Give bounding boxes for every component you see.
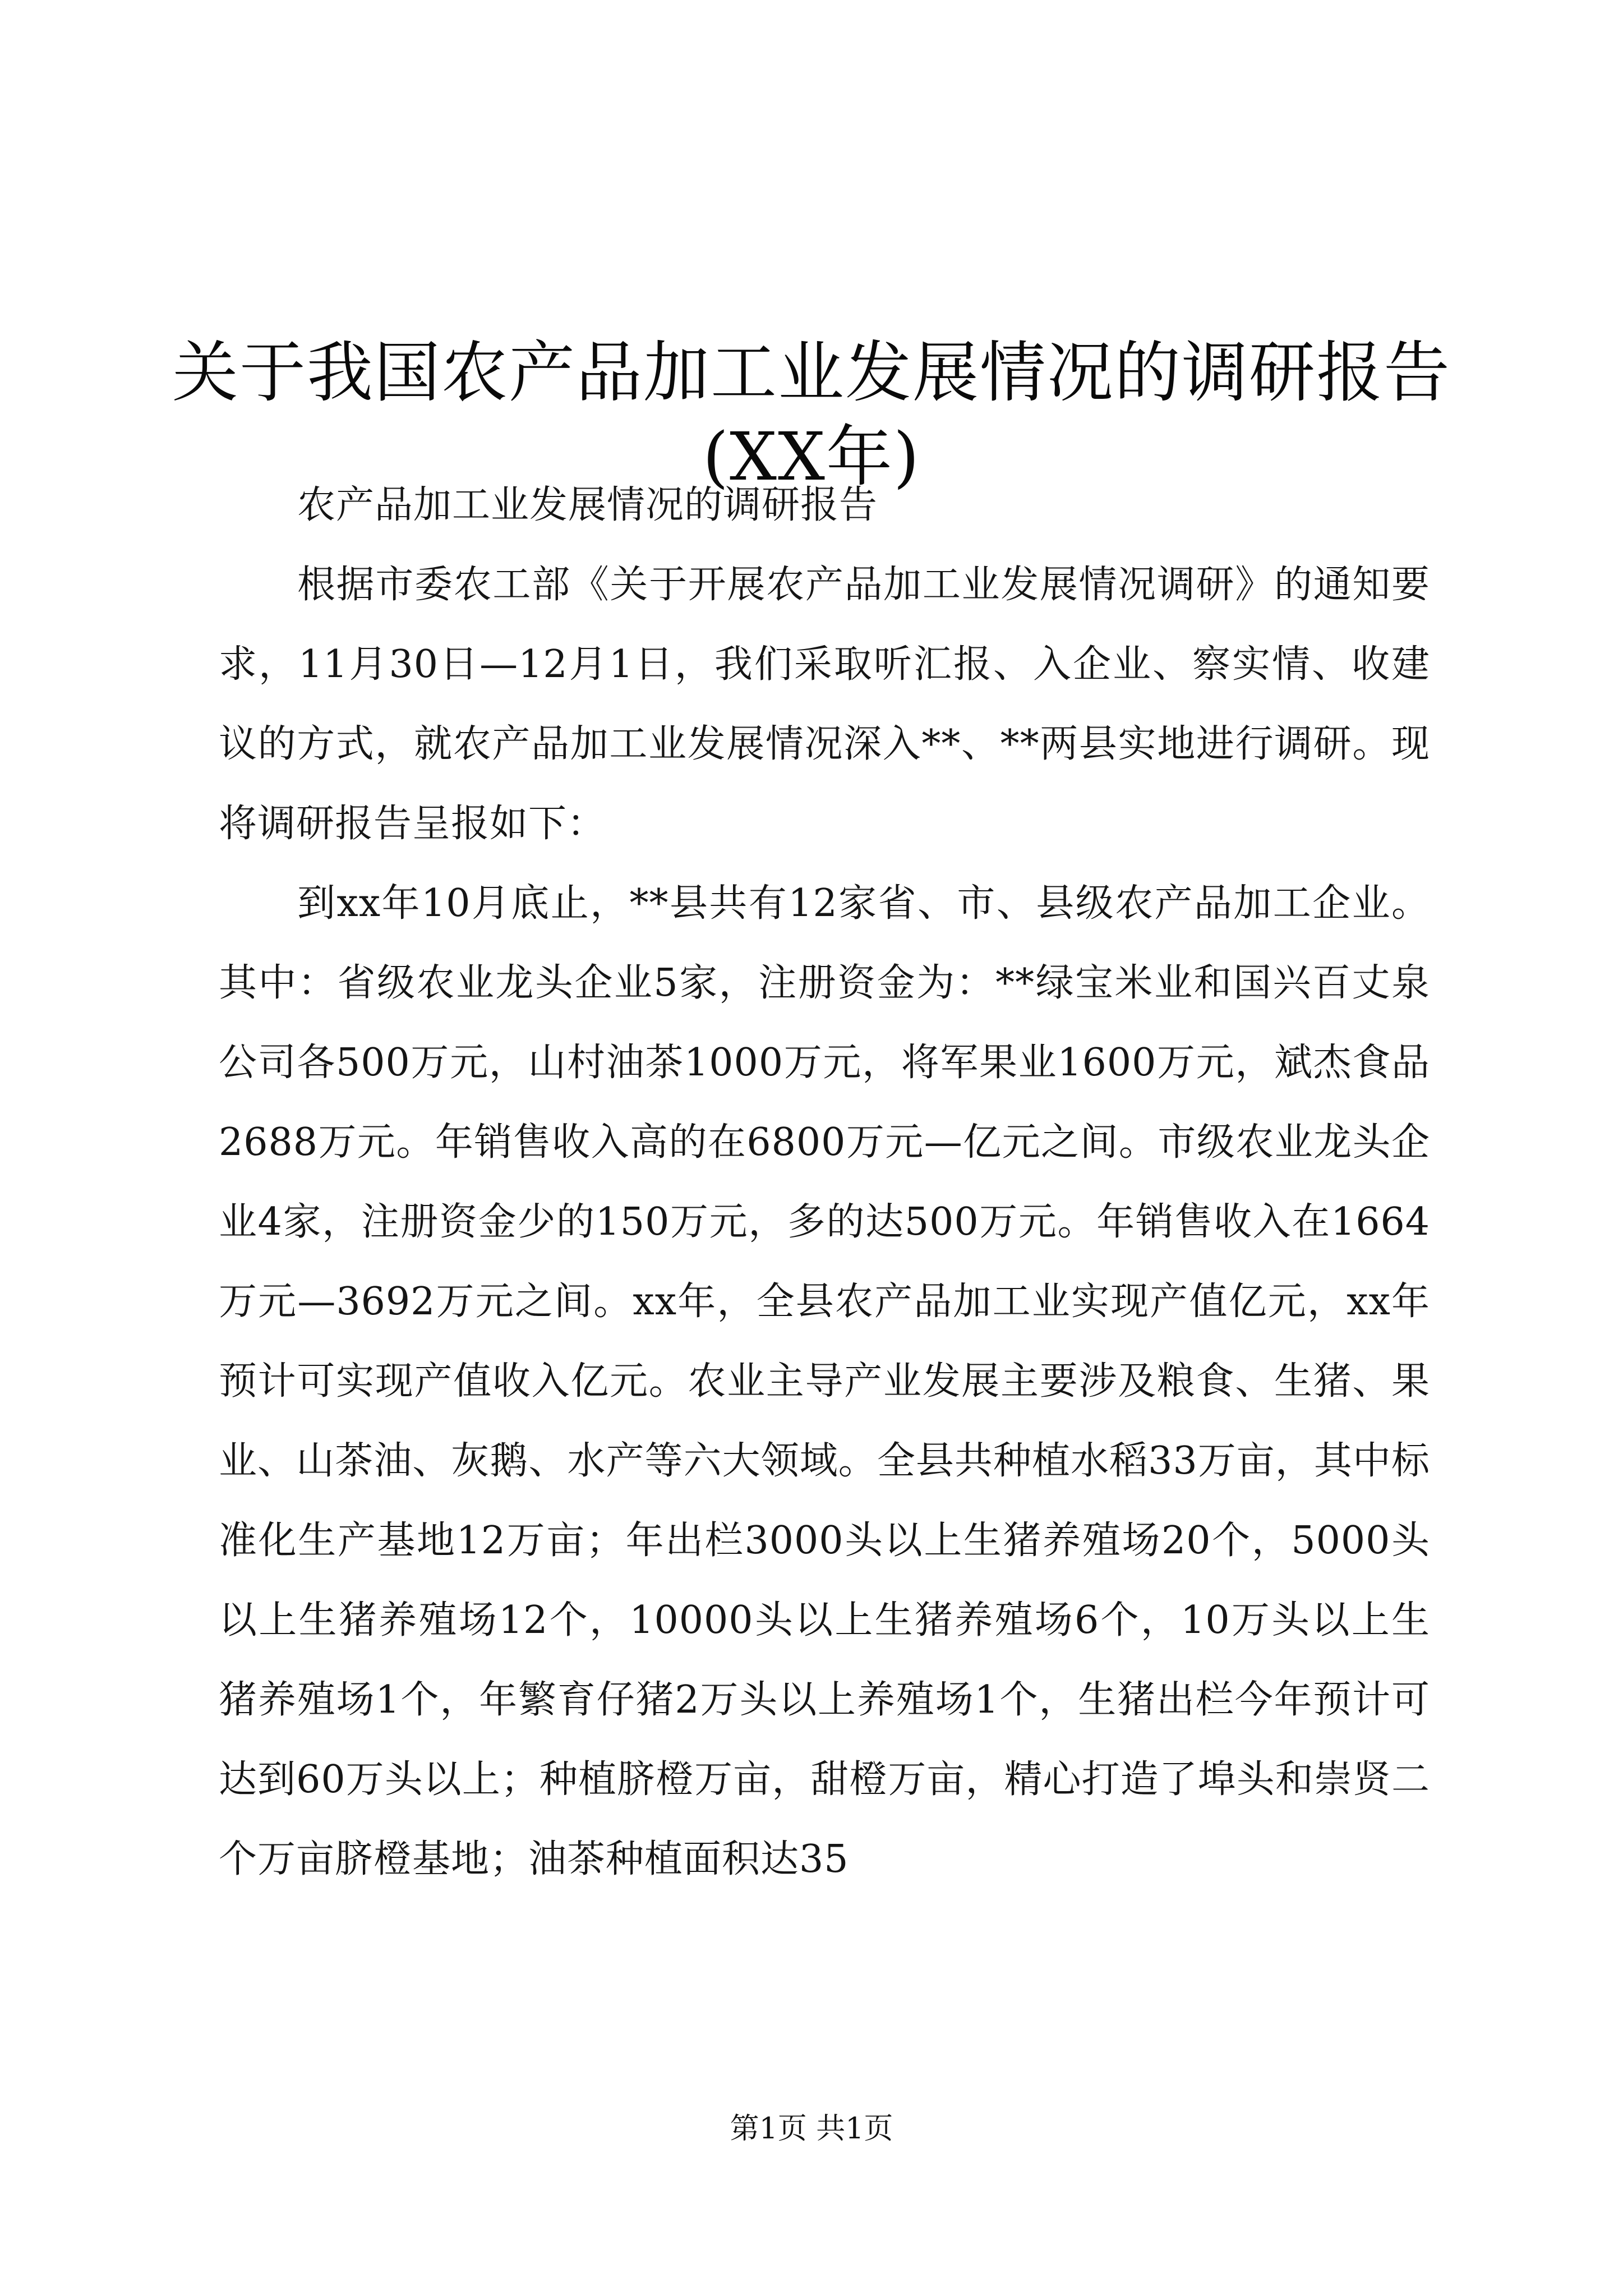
paragraph-subtitle: 农产品加工业发展情况的调研报告	[297, 483, 878, 527]
title-line-2: (XX年)	[702, 418, 921, 496]
paragraph-overview: 到xx年10月底止，**县共有12家省、市、县级农产品加工企业。其中：省级农业龙头企业5家，注册资金为：**绿宝米业和国兴百丈泉公司各500万元，山村油茶1000万元，将军果业1600万元，斌杰食品2688万元。年销售收入高的在6800万元—亿元之间。市级农业龙头企业4家，注册资金少的150万元，多的达500万元。年销售收入在1664万元—3692万元之间。xx年，全县农产品加工业实现产值亿元，xx年预计可实现产值收入亿元。农业主导产业发展主要涉及粮食、生猪、果业、山茶油、灰鹅、水产等六大领域。全县共种植水稻33万亩，其中标准化生产基地12万亩；年出栏3000头以上生猪养殖场20个，5000头以上生猪养殖场12个，10000头以上生猪养殖场6个，10万头以上生猪养殖场1个，年繁育仔猪2万头以上养殖场1个，生猪出栏今年预计可达到60万头以上；种植脐橙万亩，甜橙万亩，精心打造了埠头和崇贤二个万亩脐橙基地；油茶种植面积达35	[219, 881, 1430, 1881]
paragraph-intro: 根据市委农工部《关于开展农产品加工业发展情况调研》的通知要求，11月30日—12月1日，我们采取听汇报、入企业、察实情、收建议的方式，就农产品加工业发展情况深入**、**两县实地进行调研。现将调研报告呈报如下：	[219, 563, 1430, 846]
title-line-1: 关于我国农产品加工业发展情况的调研报告	[172, 334, 1451, 412]
document-body	[219, 466, 1430, 1899]
page-footer: 第1页 共1页	[730, 2112, 893, 2146]
